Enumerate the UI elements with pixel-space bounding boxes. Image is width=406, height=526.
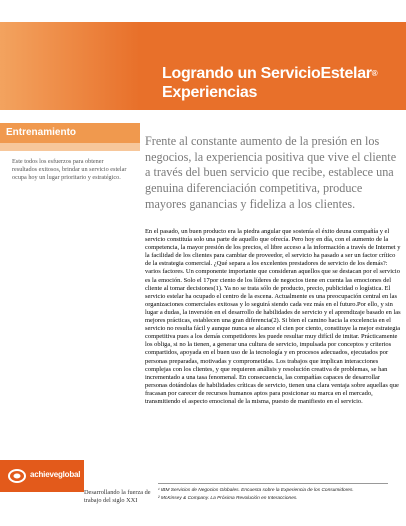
footnote-1: ¹ IBM Servicios de Negocios Globales. Encuesta sobre la Experiencia de los Consumidores. [158, 488, 354, 493]
header-band [0, 22, 406, 110]
brand-logo [0, 460, 84, 492]
sidebar-description: Este todos los esfuerzos para obtener resultados exitosos, brindar un servicio estelar ocupa hoy un lugar prioritario y estratégico. [12, 158, 127, 181]
logo-swoosh-icon [8, 468, 26, 484]
title-line-2: Experiencias [162, 84, 258, 101]
footnote-rule [158, 483, 388, 484]
body-paragraph: En el pasado, un buen producto era la piedra angular que sostenía el éxito deuna compañía y el servicio constituía solo una parte de aquello que ofrecía. Pero hoy en día, con el aumento de la competencia, la mayor presión de los precios, el libre acceso a la información a través de Internet y la facilidad de los clientes para cambiar de proveedor, el servicio ha pasado a ser un factor crítico de la estrategia comercial. ¿Qué separa a los excelentes prestadores de servicio de los demás?: varios factores. Un componente importante que consideran aquellos que se destacan por el servicio es la emoción. Solo el 17por ciento de los líderes de negocios tiene en cuenta las emociones del cliente al tomar decisiones(1). Ya no se trata sólo de producto, precio, publicidad o logística. El servicio estelar ha ocupado el centro de la escena. Actualmente es una preocupación central en las organizaciones comerciales exitosas y lo seguirá siendo cada vez más en el futuro.Por ello, y sin lugar a dudas, la inversión en el desarrollo de habilidades de servicio y el aprendizaje basado en las mejores prácticas, establecen una gran diferencia(2). Si bien el camino hacia la excelencia en el servicio no resulta fácil y aunque nunca se alcance el cien por ciento, constituye la mejor estrategia competitiva pues a los demás competidores les puede resultar muy difícil de imitar. Prácticamente los obliga, si no la tienen, a generar una cultura de servicio, impulsada por conceptos y criterios compartidos, apoyada en el buen uso de la tecnología y en procesos adecuados, ejecutados por personas preparadas, motivadas y comprometidas. Los trabajos que implican interacciones complejas con los clientes, y que requieren análisis y resolución creativa de problemas, se han incrementado a una tasa fenomenal. En consecuencia, las compañías capaces de desarrollar personas dotándolas de habilidades críticas de servicio, tienen una clara ventaja sobre aquellas que fracasan por carecer de recursos humanos aptos para posicionar su marca en el mercado, transmitiendo el aspecto emocional de la misma, puesto de manifiesto en el servicio. [145, 228, 401, 405]
footnote-2: ² McKinsey & Company. La Próxima Revolución en Interacciones. [158, 495, 298, 501]
header-gradient [0, 22, 140, 110]
section-tab: Entrenamiento [0, 123, 140, 143]
title-line-1: Logrando un ServicioEstelar [162, 65, 372, 82]
lead-paragraph: Frente al constante aumento de la presión en los negocios, la experiencia positiva que vive el cliente a través del buen servicio que recibe, establece una genuina diferenciación competitiva, produce mayores ganancias y fideliza a los clientes. [145, 134, 397, 211]
tagline: Desarrollando la fuerza de trabajo del siglo XXI [84, 489, 151, 504]
footnotes [158, 483, 398, 502]
page-title [162, 64, 402, 102]
registered-mark: ® [371, 69, 378, 78]
logo-wordmark: achieveglobal [30, 470, 81, 479]
section-strip [0, 143, 140, 151]
